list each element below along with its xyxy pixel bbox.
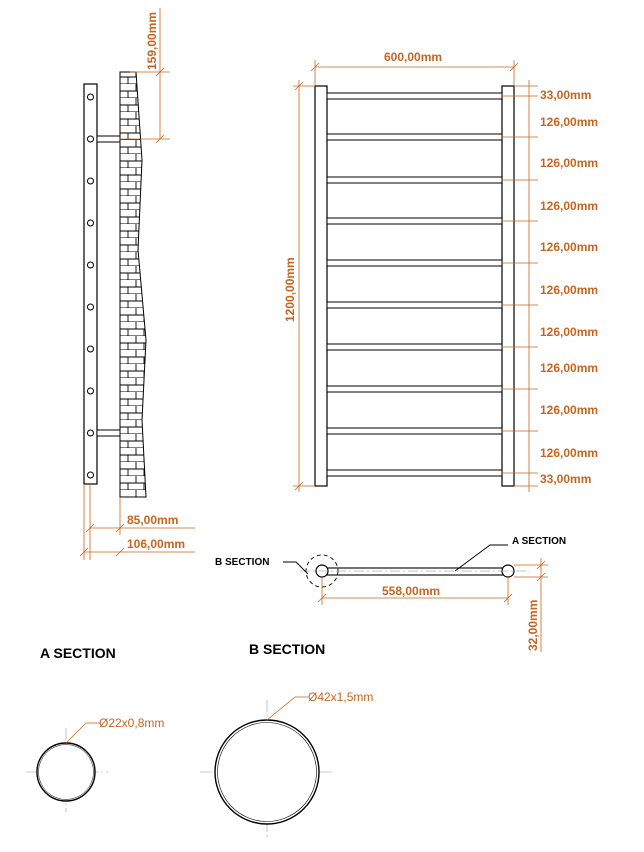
radiator-left-post	[315, 86, 327, 486]
dim-bottom-width: 558,00mm	[382, 584, 441, 598]
dim-106: 106,00mm	[127, 537, 186, 551]
dim-height: 1200,00mm	[283, 257, 297, 322]
wall-bracket-bottom	[97, 430, 120, 436]
radiator-right-post	[502, 86, 514, 486]
dim-spacing-3: 126,00mm	[540, 199, 599, 213]
b-section-callout: B SECTION	[215, 557, 270, 568]
dim-spacing-1: 126,00mm	[540, 115, 599, 129]
b-section-drawing	[200, 697, 334, 840]
b-section-title: B SECTION	[249, 641, 326, 657]
dim-width-top: 600,00mm	[384, 50, 443, 64]
bottom-view	[215, 536, 566, 652]
b-pipe-spec: Ø42x1,5mm	[308, 690, 374, 704]
dim-spacing-bottom: 33,00mm	[540, 472, 592, 486]
front-view	[283, 50, 598, 492]
dim-85: 85,00mm	[127, 513, 179, 527]
wall-bracket-top	[97, 136, 120, 142]
a-pipe-spec: Ø22x0,8mm	[99, 716, 165, 730]
radiator-bars	[327, 93, 502, 476]
a-section-callout: A SECTION	[512, 536, 567, 547]
radiator-side-bar	[84, 84, 97, 484]
dim-spacing-4: 126,00mm	[540, 240, 599, 254]
dim-spacing-9: 126,00mm	[540, 446, 599, 460]
brick-wall	[120, 72, 146, 497]
side-view	[80, 8, 195, 560]
a-section-drawing	[26, 723, 108, 812]
dim-spacing-6: 126,00mm	[540, 325, 599, 339]
dim-spacing-7: 126,00mm	[540, 361, 599, 375]
bottom-bar	[322, 568, 508, 575]
dim-spacing-top: 33,00mm	[540, 88, 592, 102]
dim-top-gap: 159,00mm	[145, 11, 159, 70]
a-section-title: A SECTION	[40, 645, 116, 661]
dim-spacing-2: 126,00mm	[540, 156, 599, 170]
dim-spacing-8: 126,00mm	[540, 403, 599, 417]
dim-bottom-height: 32,00mm	[526, 599, 540, 651]
dim-spacing-5: 126,00mm	[540, 283, 599, 297]
